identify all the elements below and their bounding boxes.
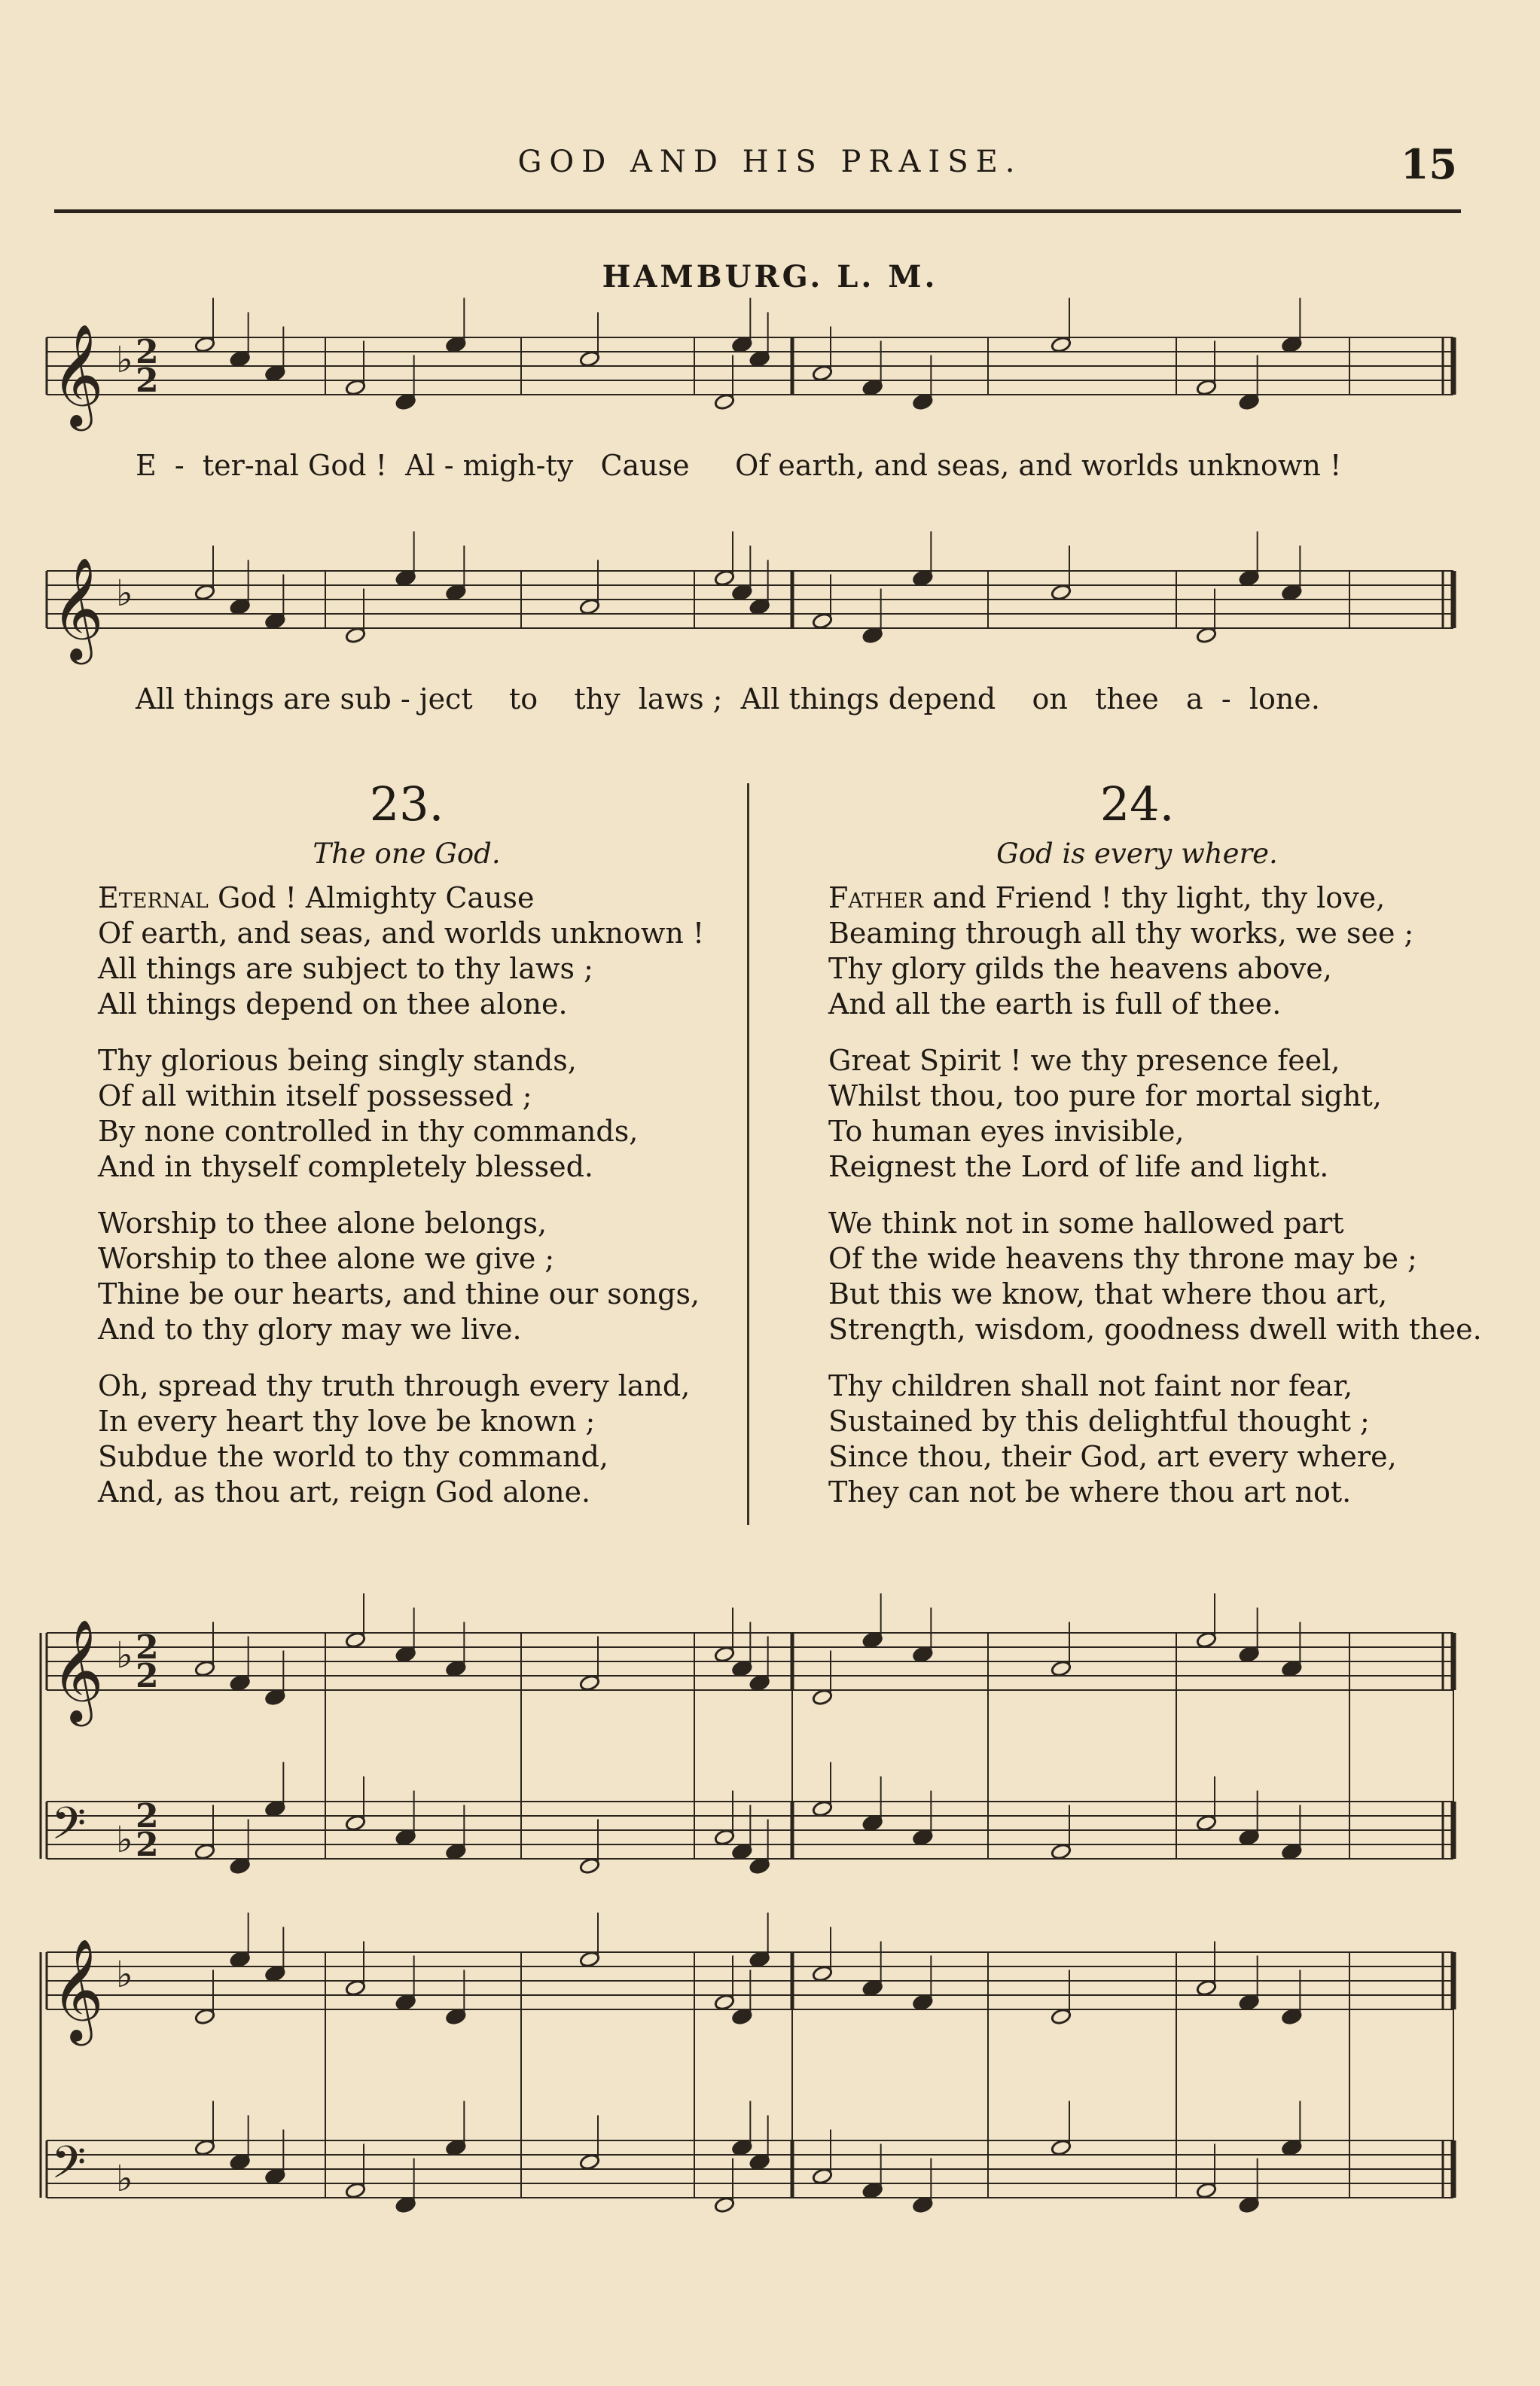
- note-head-icon: [395, 1829, 416, 1846]
- note-head-icon: [812, 365, 833, 382]
- note-head-icon: [714, 1646, 735, 1663]
- note-head-icon: [194, 1660, 215, 1677]
- note-head-icon: [1196, 379, 1217, 396]
- verse-line: Whilst thou, too pure for mortal sight,: [828, 1079, 1382, 1112]
- staff-harmony-1-bass: [47, 1762, 1453, 1875]
- verse-line: And, as thou art, reign God alone.: [98, 1475, 591, 1509]
- verse-line: Reignest the Lord of life and light.: [828, 1150, 1329, 1183]
- verse-text: God ! Almighty Cause: [217, 881, 535, 914]
- note-head-icon: [230, 1857, 251, 1875]
- note-head-icon: [749, 1951, 770, 1968]
- stanza: [828, 1206, 1482, 1347]
- note-head-icon: [1051, 1843, 1072, 1860]
- note-head-icon: [731, 2139, 752, 2156]
- verse-line: They can not be where thou art not.: [828, 1475, 1352, 1509]
- staff-tune-1: [47, 298, 1453, 432]
- verse-line: Since thou, their God, art every where,: [828, 1440, 1397, 1473]
- tune-lyrics-line-2: All things are sub - ject to thy laws ; All things depend on thee a - lone.: [136, 682, 1320, 715]
- verse-line: Great Spirit ! we thy presence feel,: [828, 1044, 1340, 1077]
- note-head-icon: [345, 1814, 366, 1832]
- hymn-24: [813, 776, 1482, 1531]
- note-head-icon: [579, 350, 600, 368]
- stanza: [828, 880, 1461, 1022]
- note-head-icon: [714, 1829, 735, 1846]
- note-head-icon: [1051, 584, 1072, 601]
- note-head-icon: [1239, 569, 1260, 587]
- note-head-icon: [912, 393, 933, 410]
- note-head-icon: [1281, 2008, 1302, 2025]
- note-head-icon: [1196, 1631, 1217, 1649]
- note-head-icon: [445, 584, 466, 601]
- note-head-icon: [230, 1951, 251, 1968]
- note-head-icon: [445, 1660, 466, 1677]
- note-head-icon: [1239, 393, 1260, 410]
- note-head-icon: [194, 1843, 215, 1860]
- note-head-icon: [1196, 2182, 1217, 2199]
- note-head-icon: [1281, 584, 1302, 601]
- stanza: [98, 880, 730, 1022]
- staff-harmony-1-treble: [47, 1594, 1453, 1727]
- note-head-icon: [812, 1965, 833, 1982]
- note-head-icon: [264, 612, 285, 630]
- note-head-icon: [345, 1979, 366, 1997]
- note-head-icon: [579, 2153, 600, 2171]
- note-head-icon: [912, 1994, 933, 2011]
- verse-line: Thy glorious being singly stands,: [98, 1044, 577, 1077]
- note-head-icon: [1051, 2139, 1072, 2156]
- note-head-icon: [1239, 1829, 1260, 1846]
- note-head-icon: [862, 627, 883, 644]
- note-head-icon: [1196, 1979, 1217, 1997]
- staff-harmony-2-bass: [47, 2101, 1453, 2214]
- note-head-icon: [731, 584, 752, 601]
- note-head-icon: [749, 1857, 770, 1875]
- verse-line: Of earth, and seas, and worlds unknown !: [98, 917, 705, 950]
- verse-line: Of the wide heavens thy throne may be ;: [828, 1242, 1417, 1275]
- note-head-icon: [579, 1857, 600, 1875]
- flat-icon: ♭: [116, 1954, 133, 1996]
- note-head-icon: [714, 1994, 735, 2011]
- note-head-icon: [264, 1689, 285, 1706]
- verse-line: And in thyself completely blessed.: [98, 1150, 594, 1183]
- bass-clef-icon: 𝄢: [51, 1797, 87, 1860]
- verse-line: Oh, spread thy truth through every land,: [98, 1369, 691, 1402]
- note-head-icon: [862, 1631, 883, 1649]
- tune-lyrics-line-1: E - ter-nal God ! Al - migh-ty Cause Of earth, and seas, and worlds unknown !: [136, 449, 1342, 482]
- note-head-icon: [1196, 627, 1217, 644]
- note-head-icon: [812, 1800, 833, 1817]
- hymn-subtitle: The one God.: [313, 838, 501, 870]
- treble-clef-icon: 𝄞: [51, 322, 104, 426]
- treble-clef-icon: 𝄞: [51, 1937, 104, 2041]
- note-head-icon: [714, 569, 735, 587]
- verse-line: Sustained by this delightful thought ;: [828, 1405, 1370, 1438]
- note-head-icon: [1051, 1660, 1072, 1677]
- stanza: [828, 1043, 1461, 1185]
- note-head-icon: [445, 2008, 466, 2025]
- note-head-icon: [395, 1646, 416, 1663]
- note-head-icon: [731, 336, 752, 353]
- column-divider: [747, 783, 749, 1525]
- note-head-icon: [912, 1646, 933, 1663]
- note-head-icon: [812, 2168, 833, 2185]
- stanza: [98, 1043, 730, 1185]
- verse-line: To human eyes invisible,: [828, 1115, 1185, 1148]
- note-head-icon: [749, 2153, 770, 2171]
- note-head-icon: [1196, 1814, 1217, 1832]
- note-head-icon: [194, 336, 215, 353]
- note-head-icon: [579, 1951, 600, 1968]
- verse-line: And all the earth is full of thee.: [828, 987, 1282, 1021]
- note-head-icon: [579, 598, 600, 615]
- verse-line: Strength, wisdom, goodness dwell with thee.: [828, 1313, 1482, 1346]
- verse-line: Worship to thee alone belongs,: [98, 1207, 547, 1240]
- note-head-icon: [749, 598, 770, 615]
- note-head-icon: [230, 350, 251, 368]
- stanza: [98, 1368, 730, 1510]
- verse-line: Of all within itself possessed ;: [98, 1079, 532, 1112]
- time-signature-icon: 2: [136, 1826, 159, 1864]
- note-head-icon: [912, 1829, 933, 1846]
- note-head-icon: [395, 569, 416, 587]
- note-head-icon: [862, 379, 883, 396]
- note-head-icon: [731, 1843, 752, 1860]
- note-head-icon: [345, 1631, 366, 1649]
- note-head-icon: [194, 2008, 215, 2025]
- note-head-icon: [395, 1994, 416, 2011]
- first-word: Eternal: [98, 881, 209, 914]
- note-head-icon: [862, 1979, 883, 1997]
- verse-text: and Friend ! thy light, thy love,: [932, 881, 1386, 914]
- note-head-icon: [194, 2139, 215, 2156]
- verse-line: And to thy glory may we live.: [98, 1313, 522, 1346]
- verse-line: [98, 880, 730, 916]
- hymn-number: 23.: [369, 777, 444, 831]
- note-head-icon: [862, 1814, 883, 1832]
- note-head-icon: [264, 1800, 285, 1817]
- verse-line: Subdue the world to thy command,: [98, 1440, 608, 1473]
- note-head-icon: [230, 598, 251, 615]
- stanza: [98, 1206, 730, 1347]
- note-head-icon: [1239, 1646, 1260, 1663]
- verse-line: [828, 880, 1461, 916]
- note-head-icon: [579, 1674, 600, 1692]
- verse-line: Thy glory gilds the heavens above,: [828, 952, 1332, 985]
- time-signature-icon: 2: [136, 362, 159, 400]
- note-head-icon: [812, 612, 833, 630]
- time-signature-icon: 2: [136, 1797, 159, 1835]
- note-head-icon: [395, 2196, 416, 2214]
- note-head-icon: [345, 2182, 366, 2199]
- note-head-icon: [1239, 1994, 1260, 2011]
- verse-line: All things depend on thee alone.: [98, 987, 568, 1021]
- note-head-icon: [395, 393, 416, 410]
- time-signature-icon: 2: [136, 333, 159, 371]
- note-head-icon: [445, 2139, 466, 2156]
- running-title: GOD AND HIS PRAISE.: [517, 145, 1023, 179]
- flat-icon: ♭: [116, 1634, 133, 1677]
- flat-icon: ♭: [116, 339, 133, 381]
- note-head-icon: [1281, 1660, 1302, 1677]
- note-head-icon: [264, 2168, 285, 2185]
- note-head-icon: [1051, 336, 1072, 353]
- treble-clef-icon: 𝄞: [51, 1618, 104, 1722]
- note-head-icon: [714, 393, 735, 410]
- note-head-icon: [731, 1660, 752, 1677]
- note-head-icon: [230, 2153, 251, 2171]
- time-signature-icon: 2: [136, 1657, 159, 1695]
- flat-icon: ♭: [116, 2158, 133, 2200]
- note-head-icon: [345, 379, 366, 396]
- note-head-icon: [714, 2196, 735, 2214]
- note-head-icon: [862, 2182, 883, 2199]
- note-head-icon: [194, 584, 215, 601]
- note-head-icon: [1281, 1843, 1302, 1860]
- verse-line: Beaming through all thy works, we see ;: [828, 917, 1414, 950]
- verse-line: Thy children shall not faint nor fear,: [828, 1369, 1353, 1402]
- verse-line: But this we know, that where thou art,: [828, 1277, 1388, 1310]
- note-head-icon: [812, 1689, 833, 1706]
- note-head-icon: [1239, 2196, 1260, 2214]
- staff-tune-2: [47, 532, 1453, 665]
- tune-title: HAMBURG. L. M.: [602, 259, 938, 294]
- note-head-icon: [1281, 336, 1302, 353]
- note-head-icon: [264, 1965, 285, 1982]
- time-signature-icon: 2: [136, 1628, 159, 1667]
- verse-line: In every heart thy love be known ;: [98, 1405, 596, 1438]
- stanza: [828, 1368, 1461, 1510]
- hymn-subtitle: God is every where.: [996, 838, 1278, 870]
- note-head-icon: [731, 2008, 752, 2025]
- note-head-icon: [445, 336, 466, 353]
- page-number: 15: [1400, 140, 1457, 188]
- verse-line: Thine be our hearts, and thine our songs,: [98, 1277, 700, 1310]
- verse-line: All things are subject to thy laws ;: [98, 952, 593, 985]
- note-head-icon: [749, 350, 770, 368]
- verse-line: Worship to thee alone we give ;: [98, 1242, 555, 1275]
- first-word: Father: [828, 881, 923, 914]
- note-head-icon: [1051, 2008, 1072, 2025]
- flat-icon: ♭: [116, 572, 133, 615]
- flat-icon: ♭: [116, 1819, 133, 1861]
- note-head-icon: [1281, 2139, 1302, 2156]
- hymn-number: 24.: [1099, 777, 1175, 831]
- note-head-icon: [912, 2196, 933, 2214]
- note-head-icon: [345, 627, 366, 644]
- note-head-icon: [230, 1674, 251, 1692]
- treble-clef-icon: 𝄞: [51, 556, 104, 660]
- note-head-icon: [445, 1843, 466, 1860]
- hymn-23: [83, 776, 730, 1531]
- staff-harmony-2-treble: [47, 1913, 1453, 2046]
- note-head-icon: [912, 569, 933, 587]
- bass-clef-icon: 𝄢: [51, 2136, 87, 2199]
- note-head-icon: [749, 1674, 770, 1692]
- verse-line: We think not in some hallowed part: [828, 1207, 1344, 1240]
- note-head-icon: [264, 365, 285, 382]
- verse-line: By none controlled in thy commands,: [98, 1115, 639, 1148]
